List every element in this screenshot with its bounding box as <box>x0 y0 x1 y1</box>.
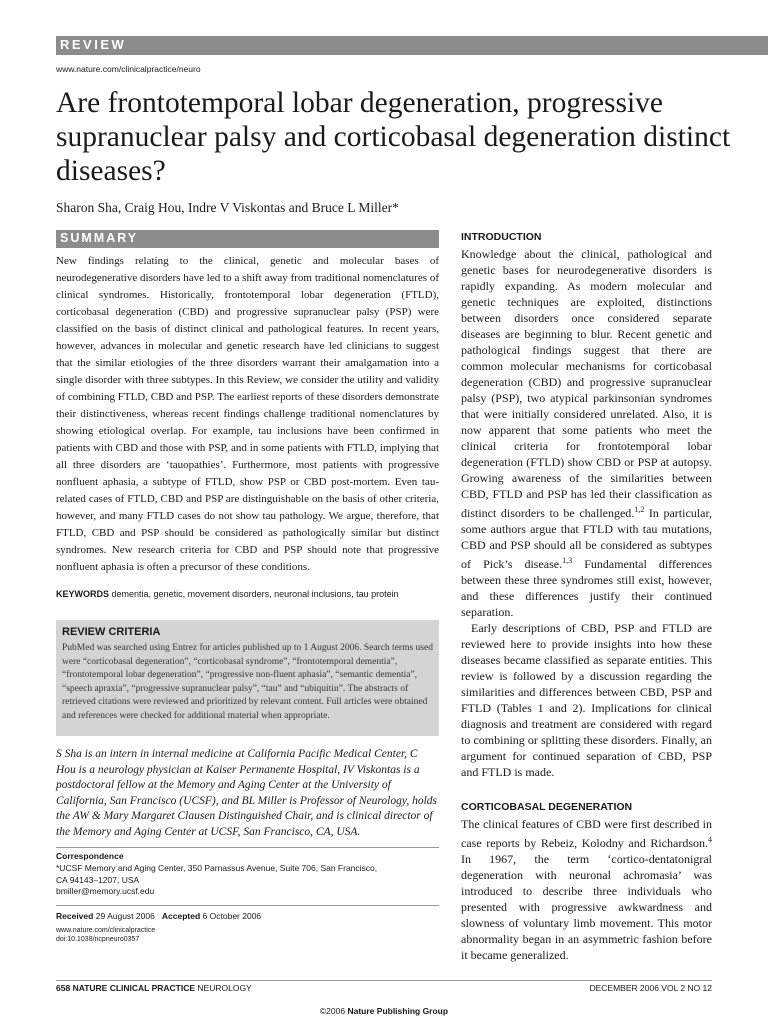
cbd-text: In 1967, the term ‘cortico-dentatonigral degeneration with neuronal achromasia’ was introduced to describe three individuals who presented with progressive awkwardness and slowness of voluntary limb movement. This motor abnormality began in an asymmetric fashion before it became generalized. <box>461 852 712 962</box>
section-label: REVIEW <box>60 37 127 52</box>
cbd-text: The clinical features of CBD were first described in case reports by Rebeiz, Kolodny and Richardson. <box>461 817 712 850</box>
footer-journal <box>56 983 252 993</box>
intro-text: Knowledge about the clinical, pathological and genetic bases for neurodegenerative disorders is rapidly expanding. As modern molecular and genetic techniques are exploited, distinctions between disorders once considered separate diseases are beginning to blur. Recent genetic and pathological findings suggest that there are common molecular mechanisms for corticobasal degeneration (CBD) and progressive supranuclear palsy (PSP), two atypical parkinsonian syndromes that were initially considered unrelated. Also, it is now apparent that some patients who meet the clinical criteria for frontotemporal lobar degeneration (FTLD) show CBD or PSP at autopsy. Growing awareness of the similarities between CBD, FTLD and PSP has led their classification as distinct disorders to be challenged. <box>461 247 712 520</box>
received-date: 29 August 2006 <box>95 911 155 921</box>
keywords-label: KEYWORDS <box>56 589 110 599</box>
cbd-heading: CORTICOBASAL DEGENERATION <box>461 801 633 813</box>
review-criteria-text: PubMed was searched using Entrez for articles published up to 1 August 2006. Search terms used were “corticobasal degeneration”, “corticobasal syndrome”, “frontotemporal dementia”, “frontotemporal lobar degeneration”, “progressive non-fluent aphasia”, “semantic dementia”, “speech apraxia”, “progressive supranuclear palsy”, “tau” and “ubiquitin”. The abstracts of retrieved citations were reviewed and prioritized by relevant content. Full articles were obtained and references were checked for additional material when appropriate. <box>62 643 433 721</box>
received-label: Received <box>56 911 94 921</box>
article-authors: Sharon Sha, Craig Hou, Indre V Viskontas and Bruce L Miller* <box>56 200 399 215</box>
footer-divider <box>56 980 712 981</box>
journal-section: NEUROLOGY <box>197 983 252 993</box>
cbd-paragraph <box>461 816 712 963</box>
introduction-paragraph <box>461 246 712 620</box>
reference-superscript: 4 <box>708 835 712 844</box>
footer-issue: DECEMBER 2006 VOL 2 NO 12 <box>589 983 712 993</box>
right-column <box>461 230 712 963</box>
copyright <box>0 1006 768 1016</box>
correspondence-heading: Correspondence <box>56 851 124 861</box>
doi-url[interactable]: www.nature.com/clinicalpractice <box>56 927 156 934</box>
correspondence-email[interactable]: bmiller@memory.ucsf.edu <box>56 886 155 896</box>
review-criteria-heading: REVIEW CRITERIA <box>62 626 161 638</box>
article-dates <box>56 911 261 921</box>
keywords <box>56 588 439 600</box>
page-number: 658 <box>56 983 71 993</box>
publisher-name: Nature Publishing Group <box>347 1006 449 1016</box>
keywords-list: dementia, genetic, movement disorders, neuronal inclusions, tau protein <box>111 589 399 599</box>
reference-superscript: 1,2 <box>634 505 645 514</box>
intro-text: In particular, some authors argue that FTLD with tau mutations, CBD and PSP should all be considered as subtypes of Pick’s disease. <box>461 506 712 571</box>
review-section-bar <box>56 36 768 55</box>
summary-bar <box>56 230 439 248</box>
correspondence-line: *UCSF Memory and Aging Center, 350 Parnassus Avenue, Suite 706, San Francisco, <box>56 863 378 873</box>
introduction-heading: INTRODUCTION <box>461 231 542 243</box>
author-bio: S Sha is an intern in internal medicine at California Pacific Medical Center, C Hou is a neurology physician at Kaiser Permanente Hospital, IV Viskontas is a postdoctoral fellow at the Memory and Aging Center at the University of California, San Francisco (UCSF), and BL Miller is Professor of Neurology, holds the AW & Mary Margaret Clausen Distinguished Chair, and is clinical director of the Memory and Aging Center at UCSF, San Francisco, CA, USA. <box>56 748 437 838</box>
intro-text: Fundamental differences between these three syndromes still exist, however, and these differences justify their continued separation. <box>461 557 712 619</box>
article-title: Are frontotemporal lobar degeneration, progressive supranuclear palsy and corticobasal degeneration distinct diseases? <box>56 87 731 187</box>
summary-text: New findings relating to the clinical, genetic and molecular bases of neurodegenerative disorders have led to a shift away from traditional nomenclatures of clinical syndromes. Historically, frontotemporal lobar degeneration (FTLD), corticobasal degeneration (CBD) and progressive supranuclear palsy (PSP) were classified on the basis of distinct clinical and pathological features. In recent years, however, advances in molecular and genetic research have led clinicians to suggest that the similar etiologies of the three disorders warrant their amalgamation into a single disorder with three subtypes. In this Review, we consider the utility and validity of combining FTLD, CBD and PSP. The earliest reports of these disorders demonstrate their distinctiveness, whereas recent findings challenge traditional nomenclatures by showing etiological overlap. For example, tau inclusions have been confirmed in patients with CBD and those with PSP, and in some patients with FTLD, implying that all three disorders are ‘tauopathies’. Furthermore, most patients with progressive nonfluent aphasia, a subtype of FTLD, show PSP or CBD post-mortem. Even tau-related cases of FTLD, CBD and PSP are distinguishable on the basis of other criteria, however, and many FTLD cases do not show tau pathology. We argue, therefore, that FTLD, CBD and PSP should be considered as pathologically similar but distinct syndromes. New research criteria for CBD and PSP should note that progressive nonfluent aphasia is often a precursor of these conditions. <box>56 255 439 573</box>
divider <box>56 847 439 848</box>
summary-label: SUMMARY <box>60 231 139 245</box>
reference-superscript: 1,3 <box>562 556 573 565</box>
doi-block <box>56 926 155 944</box>
journal-name: NATURE CLINICAL PRACTICE <box>72 983 196 993</box>
copyright-symbol: ©2006 <box>319 1006 346 1016</box>
accepted-label: Accepted <box>161 911 201 921</box>
correspondence-address <box>56 863 439 898</box>
doi-id: doi:10.1038/ncpneuro0357 <box>56 936 140 943</box>
review-criteria-box <box>56 620 439 736</box>
correspondence-line: CA 94143–1207, USA <box>56 874 140 885</box>
divider <box>56 905 439 906</box>
introduction-paragraph: Early descriptions of CBD, PSP and FTLD are reviewed here to provide insights into how these diseases became classified as separate entities. This review is followed by a discussion regarding the similarities and differences between CBD, PSP and FTLD (Tables 1 and 2). Implications for clinical diagnosis and treatment are considered with regard to combining or splitting these disorders. Finally, an argument for continued separation of CBD, PSP and FTLD is made. <box>461 621 712 779</box>
accepted-date: 6 October 2006 <box>202 911 262 921</box>
journal-url: www.nature.com/clinicalpractice/neuro <box>56 64 201 74</box>
